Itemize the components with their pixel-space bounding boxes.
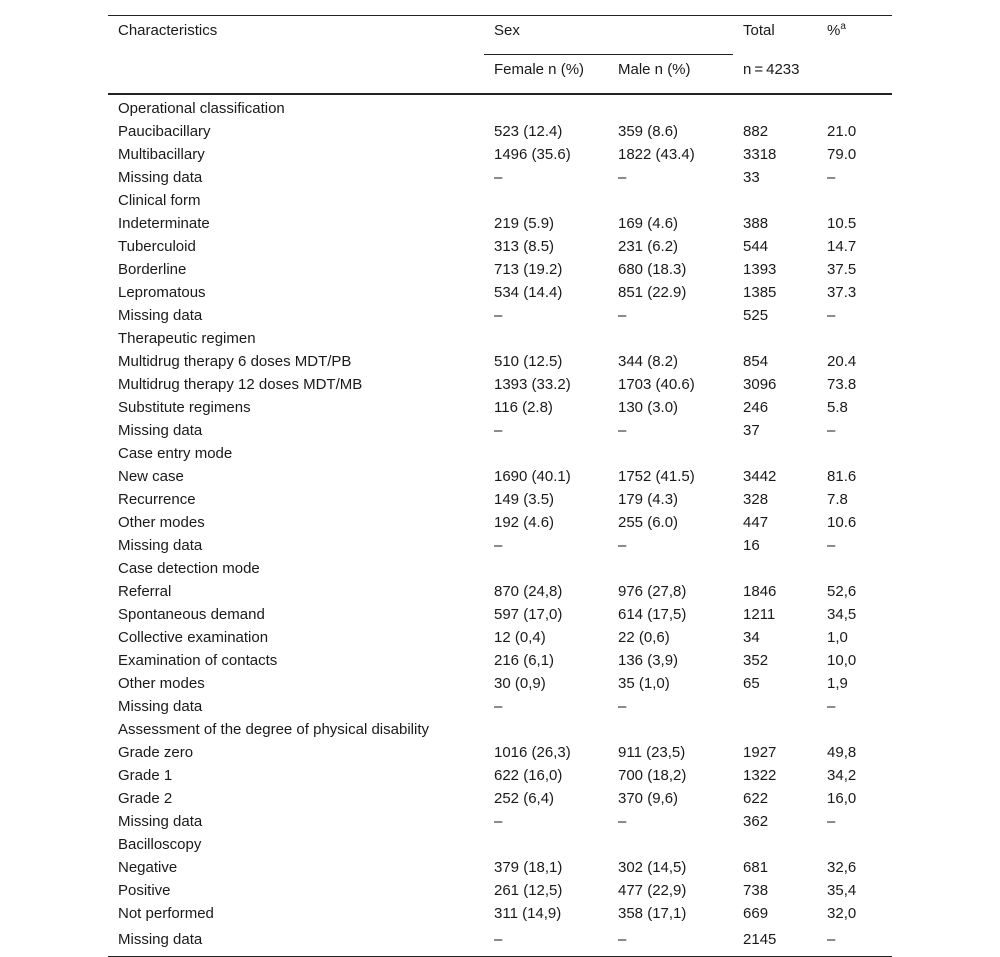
table-row — [108, 419, 892, 442]
cell-total — [733, 695, 817, 718]
cell-male — [608, 557, 733, 580]
cell-female — [484, 833, 608, 856]
cell-percent — [817, 189, 892, 212]
cell-percent: – — [827, 422, 836, 439]
cell-total: 544 — [743, 238, 769, 255]
cell-label: Case entry mode — [118, 445, 233, 462]
cell-male — [608, 94, 733, 120]
cell-female: 149 (3.5) — [494, 491, 555, 508]
cell-female — [484, 718, 608, 741]
table-row — [108, 120, 892, 143]
cell-percent: – — [827, 698, 836, 715]
cell-label: Recurrence — [118, 491, 196, 508]
cell-male: 700 (18,2) — [618, 767, 687, 784]
header-percent-footnote: a — [840, 21, 846, 32]
cell-male: 358 (17,1) — [618, 905, 687, 922]
cell-label: Grade 1 — [118, 767, 173, 784]
cell-male: 169 (4.6) — [618, 215, 679, 232]
cell-male: 35 (1,0) — [618, 675, 670, 692]
cell-label: Tuberculoid — [118, 238, 196, 255]
table-row — [108, 833, 892, 856]
cell-percent: 7.8 — [827, 491, 848, 508]
cell-percent: 52,6 — [827, 583, 857, 600]
cell-label: New case — [118, 468, 184, 485]
cell-female: 116 (2.8) — [494, 399, 553, 416]
table-row — [108, 511, 892, 534]
cell-total: 352 — [743, 652, 769, 669]
cell-female: 219 (5.9) — [494, 215, 555, 232]
cell-female — [484, 189, 608, 212]
table-row — [108, 764, 892, 787]
cell-label: Multidrug therapy 6 doses MDT/PB — [118, 353, 352, 370]
cell-total: 3442 — [743, 468, 777, 485]
cell-total — [733, 94, 817, 120]
cell-female: 216 (6,1) — [494, 652, 555, 669]
cell-total: 16 — [743, 537, 760, 554]
cell-female: 30 (0,9) — [494, 675, 546, 692]
cell-label: Missing data — [118, 813, 203, 830]
cell-total — [733, 442, 817, 465]
cell-female: 534 (14.4) — [494, 284, 563, 301]
cell-female: 192 (4.6) — [494, 514, 555, 531]
cell-percent: 1,0 — [827, 629, 848, 646]
cell-label: Lepromatous — [118, 284, 206, 301]
table-row — [108, 810, 892, 833]
cell-total: 34 — [743, 629, 760, 646]
header-n-total: n = 4233 — [733, 55, 817, 95]
cell-female: 713 (19.2) — [494, 261, 563, 278]
cell-male: 614 (17,5) — [618, 606, 687, 623]
cell-total: 246 — [743, 399, 769, 416]
table-row — [108, 488, 892, 511]
cell-total: 1846 — [743, 583, 777, 600]
cell-male: 477 (22,9) — [618, 882, 687, 899]
cell-percent: 16,0 — [827, 790, 857, 807]
table-row — [108, 94, 892, 120]
cell-total: 681 — [743, 859, 769, 876]
table-row — [108, 649, 892, 672]
cell-label: Borderline — [118, 261, 187, 278]
cell-male: 136 (3,9) — [618, 652, 679, 669]
cell-label: Examination of contacts — [118, 652, 278, 669]
cell-total — [733, 833, 817, 856]
cell-male: 255 (6.0) — [618, 514, 679, 531]
table-row — [108, 235, 892, 258]
cell-female: – — [494, 422, 503, 439]
cell-label: Case detection mode — [118, 560, 260, 577]
table-row — [108, 465, 892, 488]
table-row — [108, 327, 892, 350]
header-row-1 — [108, 16, 892, 55]
cell-label: Multibacillary — [118, 146, 205, 163]
cell-label: Other modes — [118, 675, 205, 692]
cell-male: 1752 (41.5) — [618, 468, 695, 485]
cell-total: 622 — [743, 790, 769, 807]
cell-male: 22 (0,6) — [618, 629, 670, 646]
cell-male: 359 (8.6) — [618, 123, 679, 140]
cell-total: 1927 — [743, 744, 777, 761]
cell-percent: 32,6 — [827, 859, 857, 876]
cell-female: 597 (17,0) — [494, 606, 563, 623]
cell-total: 388 — [743, 215, 769, 232]
cell-label: Assessment of the degree of physical disability — [118, 721, 429, 738]
cell-total: 882 — [743, 123, 769, 140]
cell-percent: 34,5 — [827, 606, 857, 623]
table-body — [108, 94, 892, 957]
cell-label: Other modes — [118, 514, 205, 531]
table-row — [108, 304, 892, 327]
cell-male: 976 (27,8) — [618, 583, 687, 600]
table-header — [108, 16, 892, 95]
cell-percent — [817, 442, 892, 465]
table-row — [108, 189, 892, 212]
cell-percent: 49,8 — [827, 744, 857, 761]
table-row — [108, 143, 892, 166]
cell-label: Grade 2 — [118, 790, 173, 807]
cell-percent: 10.6 — [827, 514, 857, 531]
table-row — [108, 212, 892, 235]
cell-female: 252 (6,4) — [494, 790, 555, 807]
cell-percent — [817, 833, 892, 856]
cell-total: 1393 — [743, 261, 777, 278]
cell-male: 231 (6.2) — [618, 238, 679, 255]
cell-male: – — [618, 169, 627, 186]
cell-male: – — [608, 925, 733, 957]
cell-percent: – — [827, 537, 836, 554]
cell-female — [484, 94, 608, 120]
cell-female: 523 (12.4) — [494, 123, 563, 140]
cell-total: 854 — [743, 353, 769, 370]
header-empty — [108, 55, 484, 95]
header-female: Female n (%) — [484, 55, 608, 95]
cell-male: 302 (14,5) — [618, 859, 687, 876]
cell-male: – — [618, 537, 627, 554]
header-characteristics: Characteristics — [108, 16, 484, 55]
table-row — [108, 925, 892, 957]
table-row — [108, 396, 892, 419]
table-row — [108, 442, 892, 465]
cell-female — [484, 557, 608, 580]
cell-female: – — [494, 813, 503, 830]
header-row-2 — [108, 55, 892, 95]
cell-percent: 79.0 — [827, 146, 857, 163]
cell-male: – — [618, 813, 627, 830]
table-row — [108, 603, 892, 626]
cell-male: – — [618, 422, 627, 439]
cell-female: 870 (24,8) — [494, 583, 563, 600]
table-row — [108, 626, 892, 649]
cell-female: 1016 (26,3) — [494, 744, 571, 761]
cell-percent — [817, 94, 892, 120]
table-row — [108, 787, 892, 810]
table-row — [108, 695, 892, 718]
cell-male: 911 (23,5) — [618, 744, 686, 761]
cell-percent: – — [827, 307, 836, 324]
cell-label: Not performed — [118, 905, 214, 922]
table-row — [108, 718, 892, 741]
cell-female: 510 (12.5) — [494, 353, 563, 370]
cell-female: 622 (16,0) — [494, 767, 563, 784]
cell-male: 179 (4.3) — [618, 491, 679, 508]
cell-male: 851 (22.9) — [618, 284, 687, 301]
cell-total: 328 — [743, 491, 769, 508]
cell-percent: 21.0 — [827, 123, 857, 140]
header-percent — [817, 16, 892, 55]
cell-label: Collective examination — [118, 629, 269, 646]
cell-label: Referral — [118, 583, 172, 600]
cell-male: – — [618, 307, 627, 324]
cell-percent: 37.5 — [827, 261, 857, 278]
cell-female: 1496 (35.6) — [494, 146, 571, 163]
cell-label: Paucibacillary — [118, 123, 211, 140]
cell-male — [608, 833, 733, 856]
cell-total: 362 — [743, 813, 769, 830]
cell-male: – — [618, 698, 627, 715]
cell-label: Substitute regimens — [118, 399, 251, 416]
cell-percent — [817, 557, 892, 580]
table-row — [108, 879, 892, 902]
cell-total: 3318 — [743, 146, 777, 163]
header-sex: Sex — [484, 16, 733, 55]
table-row — [108, 281, 892, 304]
cell-percent: 37.3 — [827, 284, 857, 301]
cell-male: 344 (8.2) — [618, 353, 679, 370]
cell-total: 1385 — [743, 284, 777, 301]
cell-total: 1211 — [743, 606, 776, 623]
table-row — [108, 534, 892, 557]
cell-total: 1322 — [743, 767, 777, 784]
cell-male: 1703 (40.6) — [618, 376, 695, 393]
cell-label: Missing data — [118, 422, 203, 439]
table-row — [108, 856, 892, 879]
cell-label: Indeterminate — [118, 215, 210, 232]
cell-percent: 5.8 — [827, 399, 848, 416]
cell-percent: 10.5 — [827, 215, 857, 232]
cell-percent: 10,0 — [827, 652, 857, 669]
cell-total: 65 — [743, 675, 760, 692]
cell-total — [733, 189, 817, 212]
cell-percent: 14.7 — [827, 238, 857, 255]
cell-male: 370 (9,6) — [618, 790, 679, 807]
table-row — [108, 373, 892, 396]
cell-female: 1690 (40.1) — [494, 468, 571, 485]
cell-female — [484, 327, 608, 350]
cell-label: Multidrug therapy 12 doses MDT/MB — [118, 376, 363, 393]
cell-label: Missing data — [118, 537, 203, 554]
cell-female: 261 (12,5) — [494, 882, 563, 899]
cell-male: 130 (3.0) — [618, 399, 679, 416]
cell-label: Missing data — [118, 307, 203, 324]
cell-female: – — [494, 169, 503, 186]
cell-percent: 81.6 — [827, 468, 857, 485]
cell-female: – — [494, 537, 503, 554]
table-row — [108, 258, 892, 281]
cell-female: – — [484, 925, 608, 957]
cell-total: 525 — [743, 307, 769, 324]
cell-percent: 34,2 — [827, 767, 857, 784]
characteristics-table-container — [108, 15, 892, 957]
cell-male — [608, 189, 733, 212]
cell-female: – — [494, 307, 503, 324]
cell-total: 37 — [743, 422, 760, 439]
cell-label: Missing data — [118, 169, 203, 186]
table-row — [108, 902, 892, 925]
cell-percent: – — [817, 925, 892, 957]
table-row — [108, 350, 892, 373]
cell-percent — [817, 718, 892, 741]
cell-label: Negative — [118, 859, 178, 876]
cell-label: Clinical form — [118, 192, 201, 209]
cell-female: – — [494, 698, 503, 715]
characteristics-table — [108, 15, 892, 957]
table-row — [108, 672, 892, 695]
cell-label: Positive — [118, 882, 171, 899]
cell-male — [608, 442, 733, 465]
cell-total: 669 — [743, 905, 769, 922]
header-percent-label: % — [827, 22, 841, 39]
cell-total: 33 — [743, 169, 760, 186]
header-total: Total — [733, 16, 817, 55]
cell-percent: 1,9 — [827, 675, 848, 692]
cell-percent: 35,4 — [827, 882, 857, 899]
cell-female: 311 (14,9) — [494, 905, 562, 922]
header-empty-pct — [817, 55, 892, 95]
cell-percent: 32,0 — [827, 905, 857, 922]
table-row — [108, 741, 892, 764]
cell-total — [733, 557, 817, 580]
cell-label: Missing data — [108, 925, 484, 957]
cell-female: 379 (18,1) — [494, 859, 563, 876]
cell-label: Grade zero — [118, 744, 194, 761]
cell-total: 2145 — [733, 925, 817, 957]
cell-female: 313 (8.5) — [494, 238, 555, 255]
cell-total: 738 — [743, 882, 769, 899]
cell-total: 447 — [743, 514, 769, 531]
cell-label: Therapeutic regimen — [118, 330, 256, 347]
cell-total: 3096 — [743, 376, 777, 393]
cell-percent: 73.8 — [827, 376, 857, 393]
cell-label: Bacilloscopy — [118, 836, 202, 853]
cell-percent: – — [827, 813, 836, 830]
cell-label: Operational classification — [118, 100, 285, 117]
table-row — [108, 166, 892, 189]
cell-female: 12 (0,4) — [494, 629, 546, 646]
header-male: Male n (%) — [608, 55, 733, 95]
cell-female: 1393 (33.2) — [494, 376, 571, 393]
table-row — [108, 557, 892, 580]
cell-percent — [817, 327, 892, 350]
cell-label: Missing data — [118, 698, 203, 715]
cell-female — [484, 442, 608, 465]
cell-percent: 20.4 — [827, 353, 857, 370]
cell-percent: – — [827, 169, 836, 186]
cell-male: 680 (18.3) — [618, 261, 687, 278]
cell-male: 1822 (43.4) — [618, 146, 695, 163]
cell-total — [733, 327, 817, 350]
cell-total — [733, 718, 817, 741]
table-row — [108, 580, 892, 603]
cell-male — [608, 718, 733, 741]
cell-male — [608, 327, 733, 350]
cell-label: Spontaneous demand — [118, 606, 265, 623]
